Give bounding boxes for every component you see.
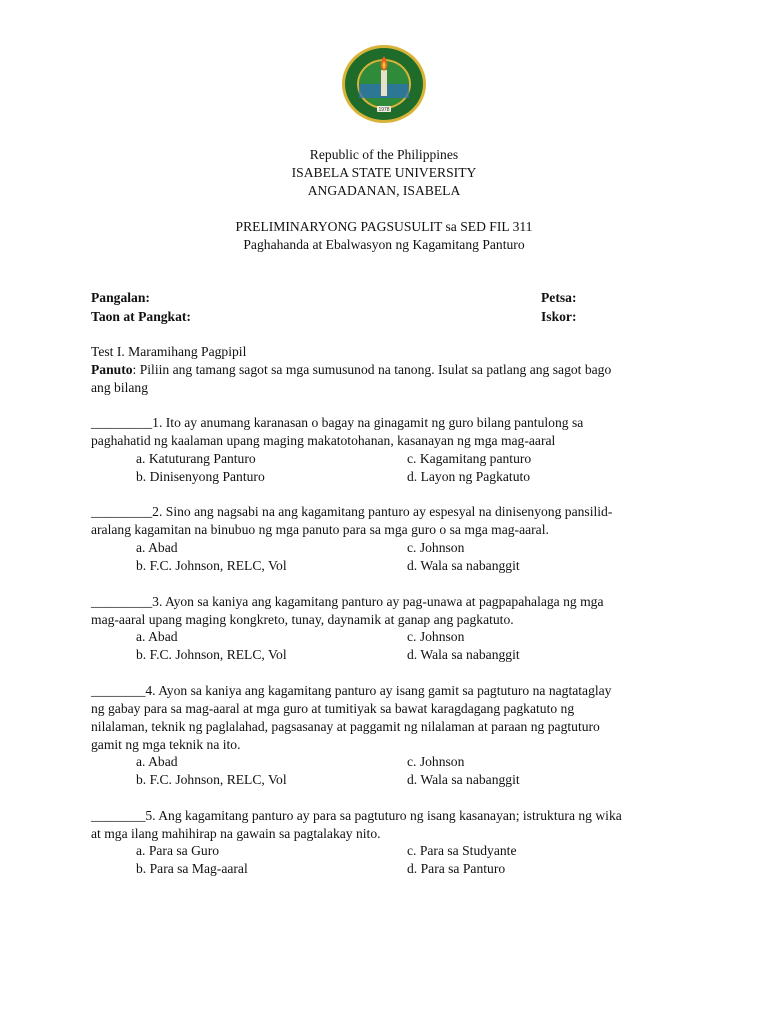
instruction-text: : Piliin ang tamang sagot sa mga sumusunod na tanong. Isulat sa patlang ang sagot bago xyxy=(132,362,612,377)
option-d: d. Wala sa nabanggit xyxy=(407,558,520,573)
option-a: a. Abad xyxy=(136,540,178,555)
option-a: a. Para sa Guro xyxy=(136,843,220,858)
option-a: a. Abad xyxy=(136,629,178,644)
question-line: ________5. Ang kagamitang panturo ay para sa pagtuturo ng isang kasanayan; istruktura ng wika xyxy=(91,808,622,823)
option-d: d. Para sa Panturo xyxy=(407,861,506,876)
score-label: Iskor: xyxy=(541,309,577,324)
option-c: c. Johnson xyxy=(407,629,465,644)
option-d: d. Wala sa nabanggit xyxy=(407,647,520,662)
university-seal-logo xyxy=(341,44,427,124)
question-line: mag-aaral upang maging kongkreto, tunay, daynamik at ganap ang pagkatuto. xyxy=(91,612,514,627)
question-5 xyxy=(91,807,681,843)
option-b: b. F.C. Johnson, RELC, Vol xyxy=(136,772,287,787)
question-4-options xyxy=(136,753,616,789)
test-title: Test I. Maramihang Pagpipil xyxy=(91,344,247,359)
question-5-options xyxy=(136,842,616,878)
question-line: nilalaman, teknik ng paglalahad, pagsasanay at paggamit ng nilalaman at paraan ng pagtuturo xyxy=(91,719,600,734)
question-line: ________4. Ayon sa kaniya ang kagamitang panturo ay isang gamit sa pagtuturo na nagtataglay xyxy=(91,683,612,698)
option-b: b. Dinisenyong Panturo xyxy=(136,469,265,484)
question-line: at mga ilang mahihirap na gawain sa pagtalakay nito. xyxy=(91,826,381,841)
question-4 xyxy=(91,682,681,754)
option-c: c. Johnson xyxy=(407,540,465,555)
exam-subtitle: Paghahanda at Ebalwasyon ng Kagamitang Panturo xyxy=(243,237,525,252)
header-university: ISABELA STATE UNIVERSITY xyxy=(291,165,477,180)
svg-text:1978: 1978 xyxy=(378,107,390,113)
option-d: d. Wala sa nabanggit xyxy=(407,772,520,787)
question-line: aralang kagamitan na binubuo ng mga panuto para sa mga guro o sa mga mag-aaral. xyxy=(91,522,549,537)
question-line: ng gabay para sa mag-aaral at mga guro at tumitiyak sa bawat karagdagang pagkatuto ng xyxy=(91,701,575,716)
option-a: a. Katuturang Panturo xyxy=(136,451,256,466)
option-b: b. F.C. Johnson, RELC, Vol xyxy=(136,647,287,662)
question-1 xyxy=(91,414,681,450)
question-2 xyxy=(91,503,681,539)
instruction-text-cont: ang bilang xyxy=(91,380,149,395)
question-3 xyxy=(91,593,681,629)
option-a: a. Abad xyxy=(136,754,178,769)
name-label: Pangalan: xyxy=(91,290,150,305)
option-d: d. Layon ng Pagkatuto xyxy=(407,469,531,484)
question-line: _________2. Sino ang nagsabi na ang kagamitang panturo ay espesyal na dinisenyong pansilid- xyxy=(91,504,613,519)
question-2-options xyxy=(136,539,616,575)
question-line: paghahatid ng kaalaman upang maging makatotohanan, kasanayan ng mga mag-aaral xyxy=(91,433,556,448)
option-c: c. Kagamitang panturo xyxy=(407,451,532,466)
header-republic: Republic of the Philippines xyxy=(309,147,459,162)
question-line: gamit ng mga teknik na ito. xyxy=(91,737,241,752)
question-3-options xyxy=(136,628,616,664)
year-section-label: Taon at Pangkat: xyxy=(91,309,191,324)
option-b: b. Para sa Mag-aaral xyxy=(136,861,248,876)
option-c: c. Para sa Studyante xyxy=(407,843,517,858)
option-c: c. Johnson xyxy=(407,754,465,769)
instructions xyxy=(91,361,611,379)
question-1-options xyxy=(136,450,616,486)
question-line: _________1. Ito ay anumang karanasan o bagay na ginagamit ng guro bilang pantulong sa xyxy=(91,415,584,430)
header-location: ANGADANAN, ISABELA xyxy=(307,183,461,198)
date-label: Petsa: xyxy=(541,290,577,305)
instruction-label: Panuto xyxy=(91,362,133,377)
option-b: b. F.C. Johnson, RELC, Vol xyxy=(136,558,287,573)
exam-title: PRELIMINARYONG PAGSUSULIT sa SED FIL 311 xyxy=(235,219,533,234)
question-line: _________3. Ayon sa kaniya ang kagamitang panturo ay pag-unawa at pagpapahalaga ng mga xyxy=(91,594,604,609)
